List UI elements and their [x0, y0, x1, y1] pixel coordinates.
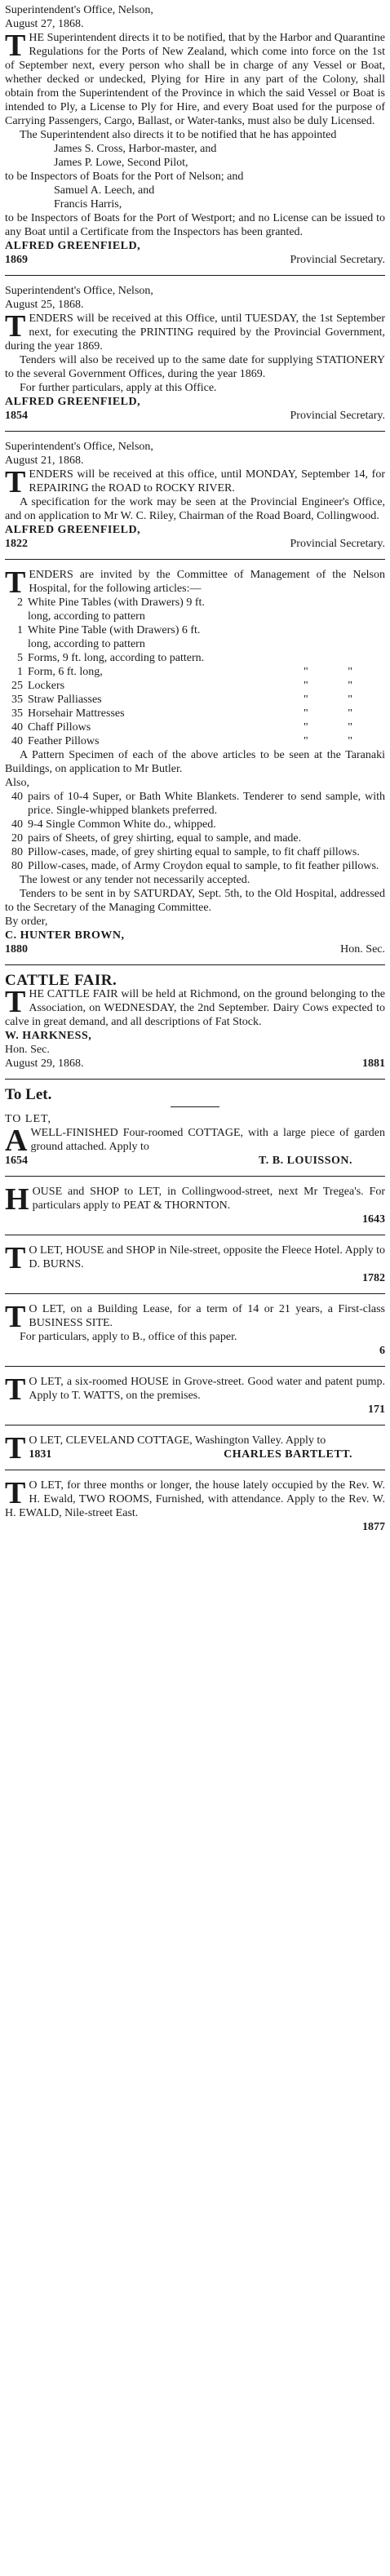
body-text: ENDERS will be received at this office, until MONDAY, September 14, for REPAIRING the ROAD to ROCKY RIVER. [29, 468, 385, 494]
appointee-list [5, 142, 385, 170]
article-description-cont: long, according to pattern [28, 610, 145, 623]
ditto-mark: " [348, 735, 352, 747]
ditto-marks [304, 734, 385, 748]
body-text: ENDERS will be received at this Office, until TUESDAY, the 1st September next, for executing the PRINTING required by the Provincial Government, during the year 1869. [5, 313, 385, 352]
article-quantity: 80 [11, 846, 23, 858]
date: August 29, 1868. [5, 1057, 84, 1070]
article-description: Straw Palliasses [28, 694, 102, 706]
signature-row [5, 253, 385, 267]
signature-title: Hon. Sec. [5, 1044, 50, 1056]
signature-row [5, 1403, 385, 1417]
drop-cap: T [5, 465, 26, 499]
article-quantity: 40 [11, 721, 23, 734]
drop-cap: T [5, 1241, 26, 1275]
notice-body [5, 31, 385, 128]
signature-row [5, 1344, 385, 1358]
ad-body [5, 1241, 386, 1275]
appointee: James S. Cross, Harbor-master, and [54, 143, 217, 155]
article-description: pairs of 10-4 Super, or Bath White Blankets. Tenderer to send sample, with price. Single-whipped blankets preferred. [28, 791, 385, 817]
article-quantity: 80 [11, 860, 23, 872]
appointee: James P. Lowe, Second Pilot, [54, 157, 188, 169]
article-description: pairs of Sheets, of grey shirting, equal to sample, and made. [28, 832, 302, 845]
notice-body [5, 309, 385, 353]
ditto-marks [304, 693, 385, 707]
divider [5, 964, 385, 965]
body-text: ENDERS are invited by the Committee of Management of the Nelson Hospital, for the following articles:— [29, 569, 385, 595]
article-item [5, 651, 385, 665]
date: August 25, 1868. [5, 299, 84, 311]
body-text: A specification for the work may be seen at the Provincial Engineer's Office, and on application to Mr W. C. Riley, Chairman of the Road Board, Collingwood. [5, 496, 385, 522]
signature-title: Hon. Sec. [340, 943, 385, 955]
date: August 21, 1868. [5, 454, 84, 467]
ad-reference-number: 1654 [5, 1155, 28, 1167]
notice-boat-licensing [5, 3, 385, 267]
signature-name: T. B. LOUISSON. [259, 1155, 352, 1167]
body-text: O LET, a six-roomed HOUSE in Grove-street. Good water and patent pump. Apply to T. WATTS, on the premises. [29, 1376, 385, 1402]
dateline: Superintendent's Office, Nelson, [5, 285, 153, 297]
ad-reference-number: 1831 [29, 1448, 52, 1461]
ditto-marks [304, 665, 385, 679]
ditto-mark: " [348, 666, 352, 678]
notice-hospital-tenders [5, 565, 385, 956]
ad-reference-number: 171 [368, 1403, 385, 1416]
ad-body [5, 1124, 385, 1158]
body-text: O LET, on a Building Lease, for a term of 14 or 21 years, a First-class BUSINESS SITE. [29, 1303, 385, 1329]
to-let-ad [5, 1302, 385, 1358]
signature-title: Provincial Secretary. [290, 410, 385, 422]
ditto-mark: " [304, 694, 308, 706]
body-text: The lowest or any tender not necessarily accepted. [20, 874, 250, 886]
to-let-ad [5, 1372, 385, 1417]
article-quantity: 20 [11, 832, 23, 845]
body-text: O LET, CLEVELAND COTTAGE, Washington Valley. Apply to [29, 1434, 326, 1447]
notice-body [5, 465, 385, 499]
date: August 27, 1868. [5, 18, 84, 30]
ditto-mark: " [304, 735, 308, 747]
appointee: Samuel A. Leech, and [54, 184, 155, 197]
body-text: For further particulars, apply at this Office. [20, 382, 217, 394]
article-description: 9-4 Single Common White do., whipped. [28, 818, 216, 831]
drop-cap: T [5, 985, 26, 1019]
article-item [5, 707, 385, 720]
ditto-mark: " [348, 694, 352, 706]
ad-body [5, 1182, 385, 1217]
ad-body [5, 1372, 385, 1407]
ditto-mark: " [304, 666, 308, 678]
also-label: Also, [5, 777, 29, 789]
ditto-mark: " [304, 721, 308, 734]
ad-reference-number: 1643 [362, 1213, 385, 1226]
article-item [5, 818, 385, 831]
drop-cap: T [5, 1476, 26, 1510]
ad-reference-number: 1782 [362, 1272, 385, 1284]
ad-reference-number: 1822 [5, 538, 28, 550]
drop-cap: T [5, 565, 26, 600]
article-item [5, 623, 385, 637]
ditto-marks [304, 720, 385, 734]
appointee-list [5, 184, 385, 211]
signature-title: Provincial Secretary. [290, 538, 385, 550]
ad-reference-number: 1854 [5, 410, 28, 422]
divider [5, 1366, 385, 1367]
body-text: HE Superintendent directs it to be notified, that by the Harbor and Quarantine Regulations for the Ports of New Zealand, which come into force on the 1st of September next, every person who shall be in charge of any Vessel or Boat, whether decked or undecked, Plying for Hire in any part of the Colony, shall obtain from the Superintendent of the Province in which the said Vessel or Boat is intended to Ply, a License to Ply for Hire, and every Boat used for the purpose of Carrying Passengers, Cargo, Ballast, or Water-tanks, must also be duly Licensed. [5, 32, 385, 127]
ad-reference-number: 1881 [362, 1057, 385, 1070]
article-item [5, 720, 385, 734]
article-item [5, 790, 385, 818]
article-list-additional [5, 790, 385, 873]
article-description: Forms, 9 ft. long, according to pattern. [28, 652, 205, 664]
to-let-ad [5, 1241, 386, 1285]
article-quantity: 35 [11, 707, 23, 720]
article-quantity: 5 [17, 652, 23, 664]
article-item [5, 665, 385, 679]
article-item [5, 845, 385, 859]
to-let-ad [5, 1112, 385, 1168]
body-text: Tenders to be sent in by SATURDAY, Sept. 5th, to the Old Hospital, addressed to the Secretary of the Managing Committee. [5, 888, 385, 914]
notice-printing-tenders [5, 284, 385, 423]
article-description: Form, 6 ft. long, [28, 666, 103, 678]
ditto-mark: " [304, 707, 308, 720]
body-text: to be Inspectors of Boats for the Port of Westport; and no License can be issued to any Boat until a Certificate from the Inspectors has been granted. [5, 212, 385, 238]
notice-body [5, 565, 385, 600]
drop-cap: H [5, 1182, 29, 1217]
ad-reference-number: 1869 [5, 254, 28, 266]
drop-cap: A [5, 1124, 28, 1158]
signature-row [5, 1271, 385, 1285]
signature-title: Provincial Secretary. [290, 254, 385, 266]
body-text: For particulars, apply to B., office of this paper. [20, 1331, 237, 1343]
to-let-ads [5, 1112, 385, 1534]
ad-heading: TO LET, [5, 1113, 52, 1125]
article-quantity: 1 [17, 624, 23, 636]
article-item [5, 734, 385, 748]
body-text: HE CATTLE FAIR will be held at Richmond, on the ground belonging to the Association, on WEDNESDAY, the 2nd September. Dairy Cows expected to calve in great demand, and all descriptions of Fat Stock. [5, 988, 385, 1028]
body-text: O LET, for three months or longer, the house lately occupied by the Rev. W. H. Ewald, TWO ROOMS, Furnished, with attendance. Apply to the Rev. W. H. EWALD, Nile-street East. [5, 1479, 385, 1519]
article-description: White Pine Table (with Drawers) 6 ft. [28, 624, 201, 636]
signature-name: ALFRED GREENFIELD, [5, 396, 141, 408]
article-quantity: 25 [11, 680, 23, 692]
ditto-mark: " [304, 680, 308, 692]
article-description: Pillow-cases, made, of grey shirting equal to sample, to fit chaff pillows. [28, 846, 360, 858]
article-description: Lockers [28, 680, 65, 692]
drop-cap: T [5, 1372, 26, 1407]
divider [5, 275, 385, 276]
notice-body [5, 987, 385, 1029]
article-description: Chaff Pillows [28, 721, 91, 734]
to-let-ad [5, 1182, 385, 1226]
to-let-section [5, 1088, 385, 1534]
appointee: Francis Harris, [54, 198, 122, 211]
notice-road-repair-tenders [5, 440, 385, 551]
body-text: OUSE and SHOP to LET, in Collingwood-street, next Mr Tregea's. For particulars apply to PEAT & THORNTON. [32, 1186, 385, 1212]
ad-reference-number: 1880 [5, 943, 28, 955]
article-item [5, 693, 385, 707]
signature-name: W. HARKNESS, [5, 1030, 92, 1042]
ditto-mark: " [348, 680, 352, 692]
article-description: White Pine Tables (with Drawers) 9 ft. [28, 596, 205, 609]
divider [5, 1293, 385, 1294]
short-divider [171, 1106, 219, 1107]
body-text: WELL-FINISHED Four-roomed COTTAGE, with a large piece of garden ground attached. Apply to [30, 1127, 385, 1153]
drop-cap: T [5, 29, 26, 63]
ditto-mark: " [348, 721, 352, 734]
article-description: Feather Pillows [28, 735, 100, 747]
ad-reference-number: 1877 [362, 1521, 385, 1533]
divider [5, 1176, 385, 1177]
article-quantity: 1 [17, 666, 23, 678]
article-quantity: 35 [11, 694, 23, 706]
article-list [5, 596, 385, 748]
signature-row [5, 1154, 385, 1168]
signature-row [5, 942, 385, 956]
article-item [5, 596, 385, 610]
drop-cap: T [5, 1431, 26, 1465]
drop-cap: T [5, 309, 26, 344]
article-quantity: 2 [17, 596, 23, 609]
divider [5, 431, 385, 432]
signature-name: C. HUNTER BROWN, [5, 929, 125, 942]
article-quantity: 40 [11, 735, 23, 747]
signature-row [5, 1520, 385, 1534]
ditto-mark: " [348, 707, 352, 720]
article-quantity: 40 [11, 791, 23, 803]
section-heading: To Let. [5, 1086, 52, 1103]
ditto-marks [304, 707, 385, 720]
body-text: Tenders will also be received up to the same date for supplying STATIONERY to the several Government Offices, during the year 1869. [5, 354, 385, 380]
notice-cattle-fair [5, 973, 385, 1071]
signature-row [5, 409, 385, 423]
dateline: Superintendent's Office, Nelson, [5, 4, 153, 16]
article-quantity: 40 [11, 818, 23, 831]
signature-row [5, 537, 385, 551]
ad-body [5, 1476, 385, 1520]
body-text: to be Inspectors of Boats for the Port of Nelson; and [5, 171, 244, 183]
body-text: The Superintendent also directs it to be notified that he has appointed [20, 129, 337, 141]
article-item [5, 679, 385, 693]
signature-name: ALFRED GREENFIELD, [5, 240, 141, 252]
signature-row [29, 1448, 385, 1461]
signature-name: CHARLES BARTLETT. [224, 1448, 352, 1461]
article-item [5, 859, 385, 873]
body-text: O LET, HOUSE and SHOP in Nile-street, opposite the Fleece Hotel. Apply to D. BURNS. [29, 1244, 386, 1270]
signature-row [5, 1213, 385, 1226]
article-item [5, 831, 385, 845]
article-description: Horsehair Mattresses [28, 707, 125, 720]
body-text: A Pattern Specimen of each of the above articles to be seen at the Taranaki Buildings, on application to Mr Butler. [5, 749, 385, 775]
to-let-ad [5, 1476, 385, 1534]
to-let-ad [5, 1431, 385, 1465]
ad-heading: CATTLE FAIR. [5, 972, 117, 989]
ad-reference-number: 6 [379, 1345, 385, 1357]
drop-cap: T [5, 1300, 26, 1334]
article-description: Pillow-cases, made, of Army Croydon equal to sample, to fit feather pillows. [28, 860, 379, 872]
by-order: By order, [5, 916, 48, 928]
divider [5, 1079, 385, 1080]
dateline: Superintendent's Office, Nelson, [5, 441, 153, 453]
ditto-marks [304, 679, 385, 693]
signature-row [5, 1057, 385, 1071]
divider [5, 559, 385, 560]
signature-name: ALFRED GREENFIELD, [5, 524, 141, 536]
ad-body [5, 1300, 385, 1334]
article-description-cont: long, according to pattern [28, 638, 145, 650]
